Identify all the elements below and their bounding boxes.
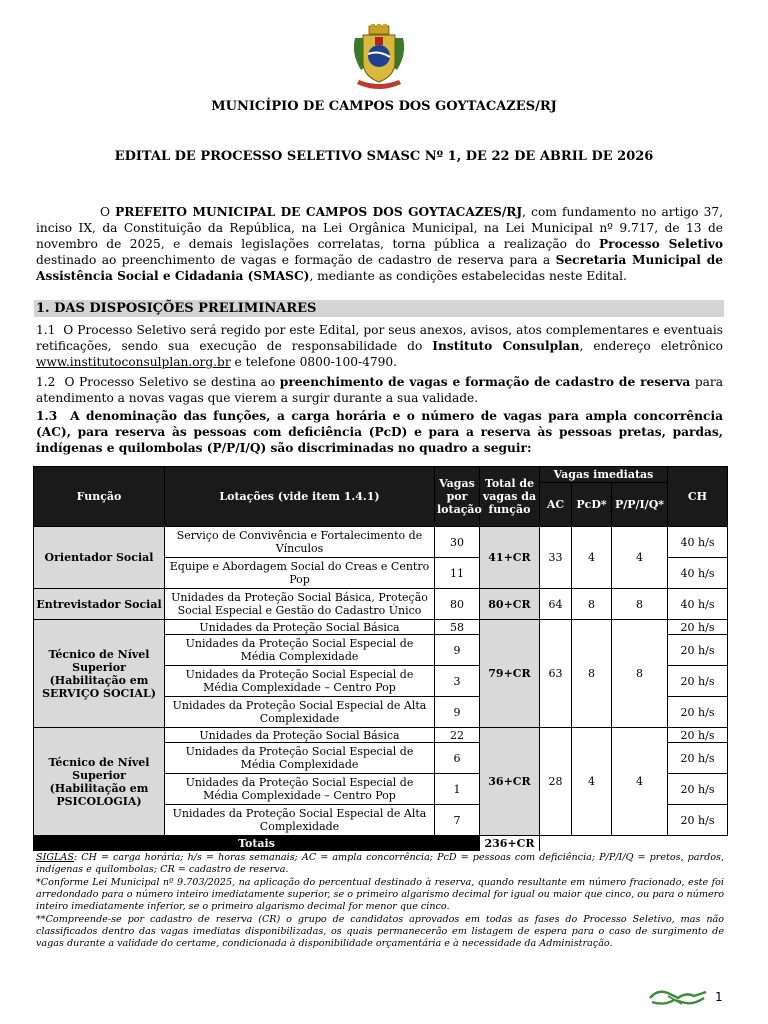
intro-text: O: [100, 205, 116, 219]
ac-cell: 28: [540, 728, 572, 836]
totals-label: Totais: [34, 836, 480, 851]
header-total: Total de vagas da função: [480, 467, 540, 527]
ch-cell: 20 h/s: [668, 774, 728, 805]
intro-secretaria: Secretaria Municipal de Assistência Social e Cidadania (SMASC): [36, 253, 723, 283]
item-1-3: [36, 408, 723, 456]
item-text: , endereço eletrônico: [579, 339, 723, 353]
intro-text: destinado ao preenchimento de vagas e formação de cadastro de reserva para a: [36, 253, 556, 267]
footnote-2: **Compreende-se por cadastro de reserva (CR) o grupo de candidatos aprovados em todas as fases do Processo Seletivo, mas não classificados dentro das vagas imediatas disponibilizadas, os quais permanecerão em listagem de espera para o caso de surgimento de vagas durante a validade do certame, condicionada à disponibilidade orçamentária e à necessidade da Administração.: [36, 914, 724, 949]
funcao-cell: Entrevistador Social: [34, 589, 165, 620]
lotacao-cell: Unidades da Proteção Social Básica: [165, 620, 435, 635]
intro-paragraph: [36, 204, 723, 284]
ch-cell: 20 h/s: [668, 635, 728, 666]
header-ac: AC: [540, 483, 572, 527]
ac-cell: 64: [540, 589, 572, 620]
pcd-cell: 4: [572, 728, 612, 836]
lotacao-cell: Unidades da Proteção Social Especial de Média Complexidade – Centro Pop: [165, 666, 435, 697]
totals-row: [34, 836, 728, 851]
header-vagas-lotacao: Vagas por lotação: [435, 467, 480, 527]
header-ppiq: P/P/I/Q*: [612, 483, 668, 527]
header-imediatas: Vagas imediatas: [540, 467, 668, 483]
total-cell: 36+CR: [480, 728, 540, 836]
item-institute: Instituto Consulplan: [432, 339, 580, 353]
handshake-logo-icon: [648, 986, 708, 1008]
item-text: e telefone 0800-100-4790.: [230, 355, 398, 369]
item-1-1: [36, 322, 723, 370]
item-text: A denominação das funções, a carga horária e o número de vagas para ampla concorrência (AC), para reserva às pessoas com deficiência (PcD) e para a reserva às pessoas pretas, pardas, indígenas e quilombolas (P/P/I/Q) são discriminadas no quadro a seguir:: [36, 409, 723, 455]
table-row: [34, 728, 728, 743]
ppiq-cell: 8: [612, 620, 668, 728]
total-cell: 80+CR: [480, 589, 540, 620]
footnotes: [36, 852, 724, 951]
pcd-cell: 8: [572, 620, 612, 728]
header-ch: CH: [668, 467, 728, 527]
funcao-cell: Técnico de Nível Superior (Habilitação em PSICOLOGIA): [34, 728, 165, 836]
vagas-cell: 80: [435, 589, 480, 620]
lotacao-cell: Serviço de Convivência e Fortalecimento de Vínculos: [165, 527, 435, 558]
totals-blank: [540, 836, 728, 851]
vagas-cell: 22: [435, 728, 480, 743]
ch-cell: 40 h/s: [668, 527, 728, 558]
funcao-cell: Orientador Social: [34, 527, 165, 589]
ppiq-cell: 4: [612, 527, 668, 589]
intro-text: , com fundamento no artigo 37, inciso IX, da Constituição da República, na Lei Orgânica Municipal, na Lei Municipal nº 9.717, de 13 de novembro de 2025, e demais legislações correlatas, torna pública a realização do: [36, 205, 723, 251]
siglas-text: : CH = carga horária; h/s = horas semanais; AC = ampla concorrência; PcD = pessoas com deficiência; P/P/I/Q = pretos, pardos, indígenas e quilombolas; CR = cadastro de reserva.: [36, 852, 724, 875]
vagas-cell: 3: [435, 666, 480, 697]
edital-title: EDITAL DE PROCESSO SELETIVO SMASC Nº 1, DE 22 DE ABRIL DE 2026: [114, 149, 654, 164]
funcao-cell: Técnico de Nível Superior (Habilitação em SERVIÇO SOCIAL): [34, 620, 165, 728]
item-1-2: [36, 374, 723, 406]
pcd-cell: 8: [572, 589, 612, 620]
ch-cell: 40 h/s: [668, 558, 728, 589]
table-row: [34, 620, 728, 635]
header-funcao: Função: [34, 467, 165, 527]
ch-cell: 20 h/s: [668, 620, 728, 635]
item-text: O Processo Seletivo será regido por este Edital, por seus anexos, avisos, atos complementares e eventuais retificações, sendo sua execução de responsabilidade do: [36, 323, 723, 353]
item-text: O Processo Seletivo se destina ao: [64, 375, 280, 389]
coat-of-arms-icon: [347, 24, 411, 96]
vagas-cell: 9: [435, 697, 480, 728]
total-cell: 41+CR: [480, 527, 540, 589]
vacancies-table: [33, 466, 728, 851]
ch-cell: 20 h/s: [668, 728, 728, 743]
intro-prefeito: PREFEITO MUNICIPAL DE CAMPOS DOS GOYTACAZES/RJ: [115, 205, 523, 219]
item-number: 1.2: [36, 375, 56, 389]
ch-cell: 20 h/s: [668, 666, 728, 697]
lotacao-cell: Unidades da Proteção Social Básica, Proteção Social Especial e Gestão do Cadastro Único: [165, 589, 435, 620]
lotacao-cell: Unidades da Proteção Social Especial de Alta Complexidade: [165, 805, 435, 836]
ch-cell: 20 h/s: [668, 743, 728, 774]
item-text: para atendimento a novas vagas que vierem a surgir durante a sua validade.: [36, 375, 723, 405]
vagas-cell: 30: [435, 527, 480, 558]
item-bold: preenchimento de vagas e formação de cadastro de reserva: [279, 375, 691, 389]
vagas-cell: 7: [435, 805, 480, 836]
lotacao-cell: Equipe e Abordagem Social do Creas e Centro Pop: [165, 558, 435, 589]
ac-cell: 63: [540, 620, 572, 728]
ch-cell: 20 h/s: [668, 697, 728, 728]
lotacao-cell: Unidades da Proteção Social Básica: [165, 728, 435, 743]
intro-processo: Processo Seletivo: [599, 237, 723, 251]
intro-text: , mediante as condições estabelecidas neste Edital.: [309, 269, 627, 283]
header-pcd: PcD*: [572, 483, 612, 527]
vagas-cell: 6: [435, 743, 480, 774]
table-row: [34, 527, 728, 558]
table-row: [34, 589, 728, 620]
vagas-cell: 1: [435, 774, 480, 805]
lotacao-cell: Unidades da Proteção Social Especial de Média Complexidade: [165, 635, 435, 666]
section-heading: 1. DAS DISPOSIÇÕES PRELIMINARES: [34, 300, 724, 317]
ch-cell: 40 h/s: [668, 589, 728, 620]
totals-value: 236+CR: [480, 836, 540, 851]
page-number: 1: [715, 990, 723, 1004]
vagas-cell: 11: [435, 558, 480, 589]
municipality-title: MUNICÍPIO DE CAMPOS DOS GOYTACAZES/RJ: [211, 99, 557, 114]
lotacao-cell: Unidades da Proteção Social Especial de Média Complexidade: [165, 743, 435, 774]
footnote-1: *Conforme Lei Municipal nº 9.703/2025, na aplicação do percentual destinado à reserva, quando resultante em número fracionado, este foi arredondado para o número inteiro imediatamente superior, se o primeiro algarismo decimal for igual ou maior que cinco, ou para o número inteiro imediatamente inferior, se o primeiro algarismo decimal for menor que cinco.: [36, 877, 724, 912]
siglas-note: [36, 852, 724, 876]
vagas-cell: 9: [435, 635, 480, 666]
item-number: 1.1: [36, 323, 56, 337]
total-cell: 79+CR: [480, 620, 540, 728]
lotacao-cell: Unidades da Proteção Social Especial de Média Complexidade – Centro Pop: [165, 774, 435, 805]
ac-cell: 33: [540, 527, 572, 589]
ch-cell: 20 h/s: [668, 805, 728, 836]
header-lotacoes: Lotações (vide item 1.4.1): [165, 467, 435, 527]
ppiq-cell: 4: [612, 728, 668, 836]
siglas-label: SIGLAS: [36, 852, 74, 863]
lotacao-cell: Unidades da Proteção Social Especial de Alta Complexidade: [165, 697, 435, 728]
ppiq-cell: 8: [612, 589, 668, 620]
website-link[interactable]: www.institutoconsulplan.org.br: [36, 355, 231, 369]
vagas-cell: 58: [435, 620, 480, 635]
item-number: 1.3: [36, 409, 58, 423]
pcd-cell: 4: [572, 527, 612, 589]
